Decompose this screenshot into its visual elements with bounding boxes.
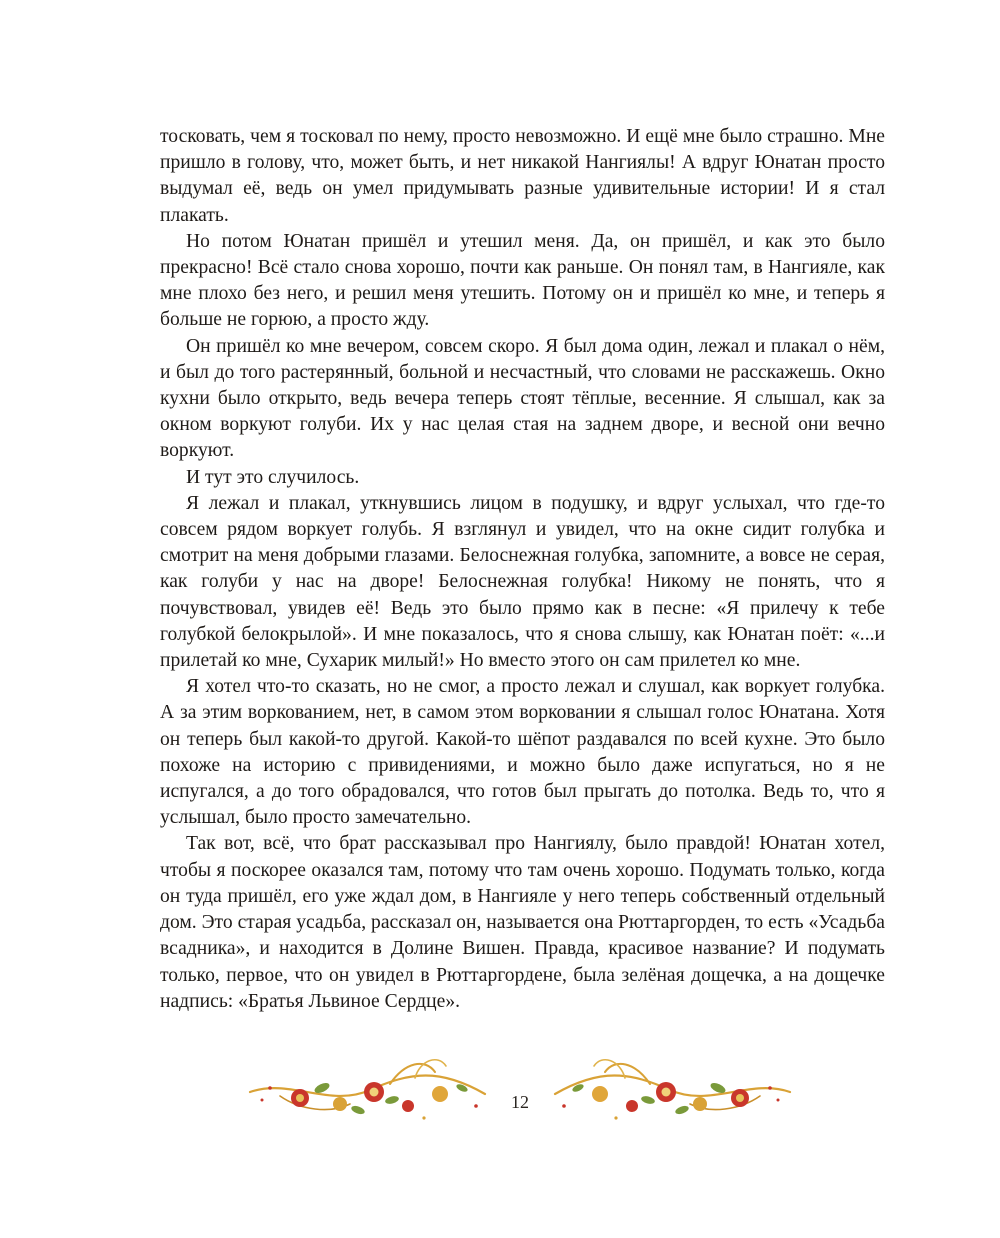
page-number: 12 xyxy=(511,1092,529,1112)
body-text xyxy=(160,124,885,1015)
paragraph-5: Я лежал и плакал, уткнувшись лицом в подушку, и вдруг услыхал, что где-то совсем рядом воркует голубь. Я взглянул и увидел, что на окне сидит голубка и смотрит на меня добрыми глазами. Белоснежная голубка, запомните, а вовсе не серая, как голуби у нас на дворе! Белоснежная голубка! Никому не понять, что я почувствовал, увидев её! Ведь это было прямо как в песне: «Я прилечу к тебе голубкой белокрылой». И мне показалось, что я снова слышу, как Юнатан поёт: «...и прилетай ко мне, Сухарик милый!» Но вместо этого он сам прилетел ко мне. xyxy=(160,492,885,672)
page-footer xyxy=(240,1040,800,1140)
floral-ornament-left-icon xyxy=(240,1048,490,1132)
paragraph-2: Но потом Юнатан пришёл и утешил меня. Да, он пришёл, и как это было прекрасно! Всё стало снова хорошо, почти как раньше. Он понял там, в Нангияле, как мне плохо без него, и решил меня утешить. Потому он и пришёл ко мне, и теперь я больше не горюю, а просто жду. xyxy=(160,230,885,331)
floral-ornament-right-icon xyxy=(550,1048,800,1132)
paragraph-4: И тут это случилось. xyxy=(186,466,360,488)
paragraph-7: Так вот, всё, что брат рассказывал про Нангиялу, было правдой! Юнатан хотел, чтобы я поскорее оказался там, потому что там очень хорошо. Подумать только, когда он туда пришёл, его уже ждал дом, в Нангияле у него теперь собственный отдельный дом. Это старая усадьба, рассказал он, называется она Рюттаргорден, то есть «Усадьба всадника», и находится в Долине Вишен. Правда, красивое название? И подумать только, первое, что он увидел в Рюттаргордене, была зелёная дощечка, а на дощечке надпись: «Братья Львиное Сердце». xyxy=(160,833,885,1012)
paragraph-1: тосковать, чем я тосковал по нему, просто невозможно. И ещё мне было страшно. Мне пришло в голову, что, может быть, и нет никакой Нангиялы! А вдруг Юнатан просто выдумал её, ведь он умел придумывать разные удивительные истории! И я стал плакать. xyxy=(160,126,885,226)
paragraph-6: Я хотел что-то сказать, но не смог, а просто лежал и слушал, как воркует голубка. А за этим воркованием, нет, в самом этом ворковании я слышал голос Юнатана. Хотя он теперь был какой-то другой. Какой-то шёпот раздавался по всей кухне. Это было похоже на историю с привидениями, и можно было даже испугаться, но я не испугался, а до того обрадовался, что готов был прыгать до потолка. Ведь то, что я услышал, было просто замечательно. xyxy=(160,676,885,829)
paragraph-3: Он пришёл ко мне вечером, совсем скоро. Я был дома один, лежал и плакал о нём, и был до того растерянный, больной и несчастный, что словами не расскажешь. Окно кухни было открыто, ведь вечера теперь стоят тёплые, весенние. Я слышал, как за окном воркуют голуби. Их у нас целая стая на заднем дворе, и весной они вечно воркуют. xyxy=(160,335,885,462)
